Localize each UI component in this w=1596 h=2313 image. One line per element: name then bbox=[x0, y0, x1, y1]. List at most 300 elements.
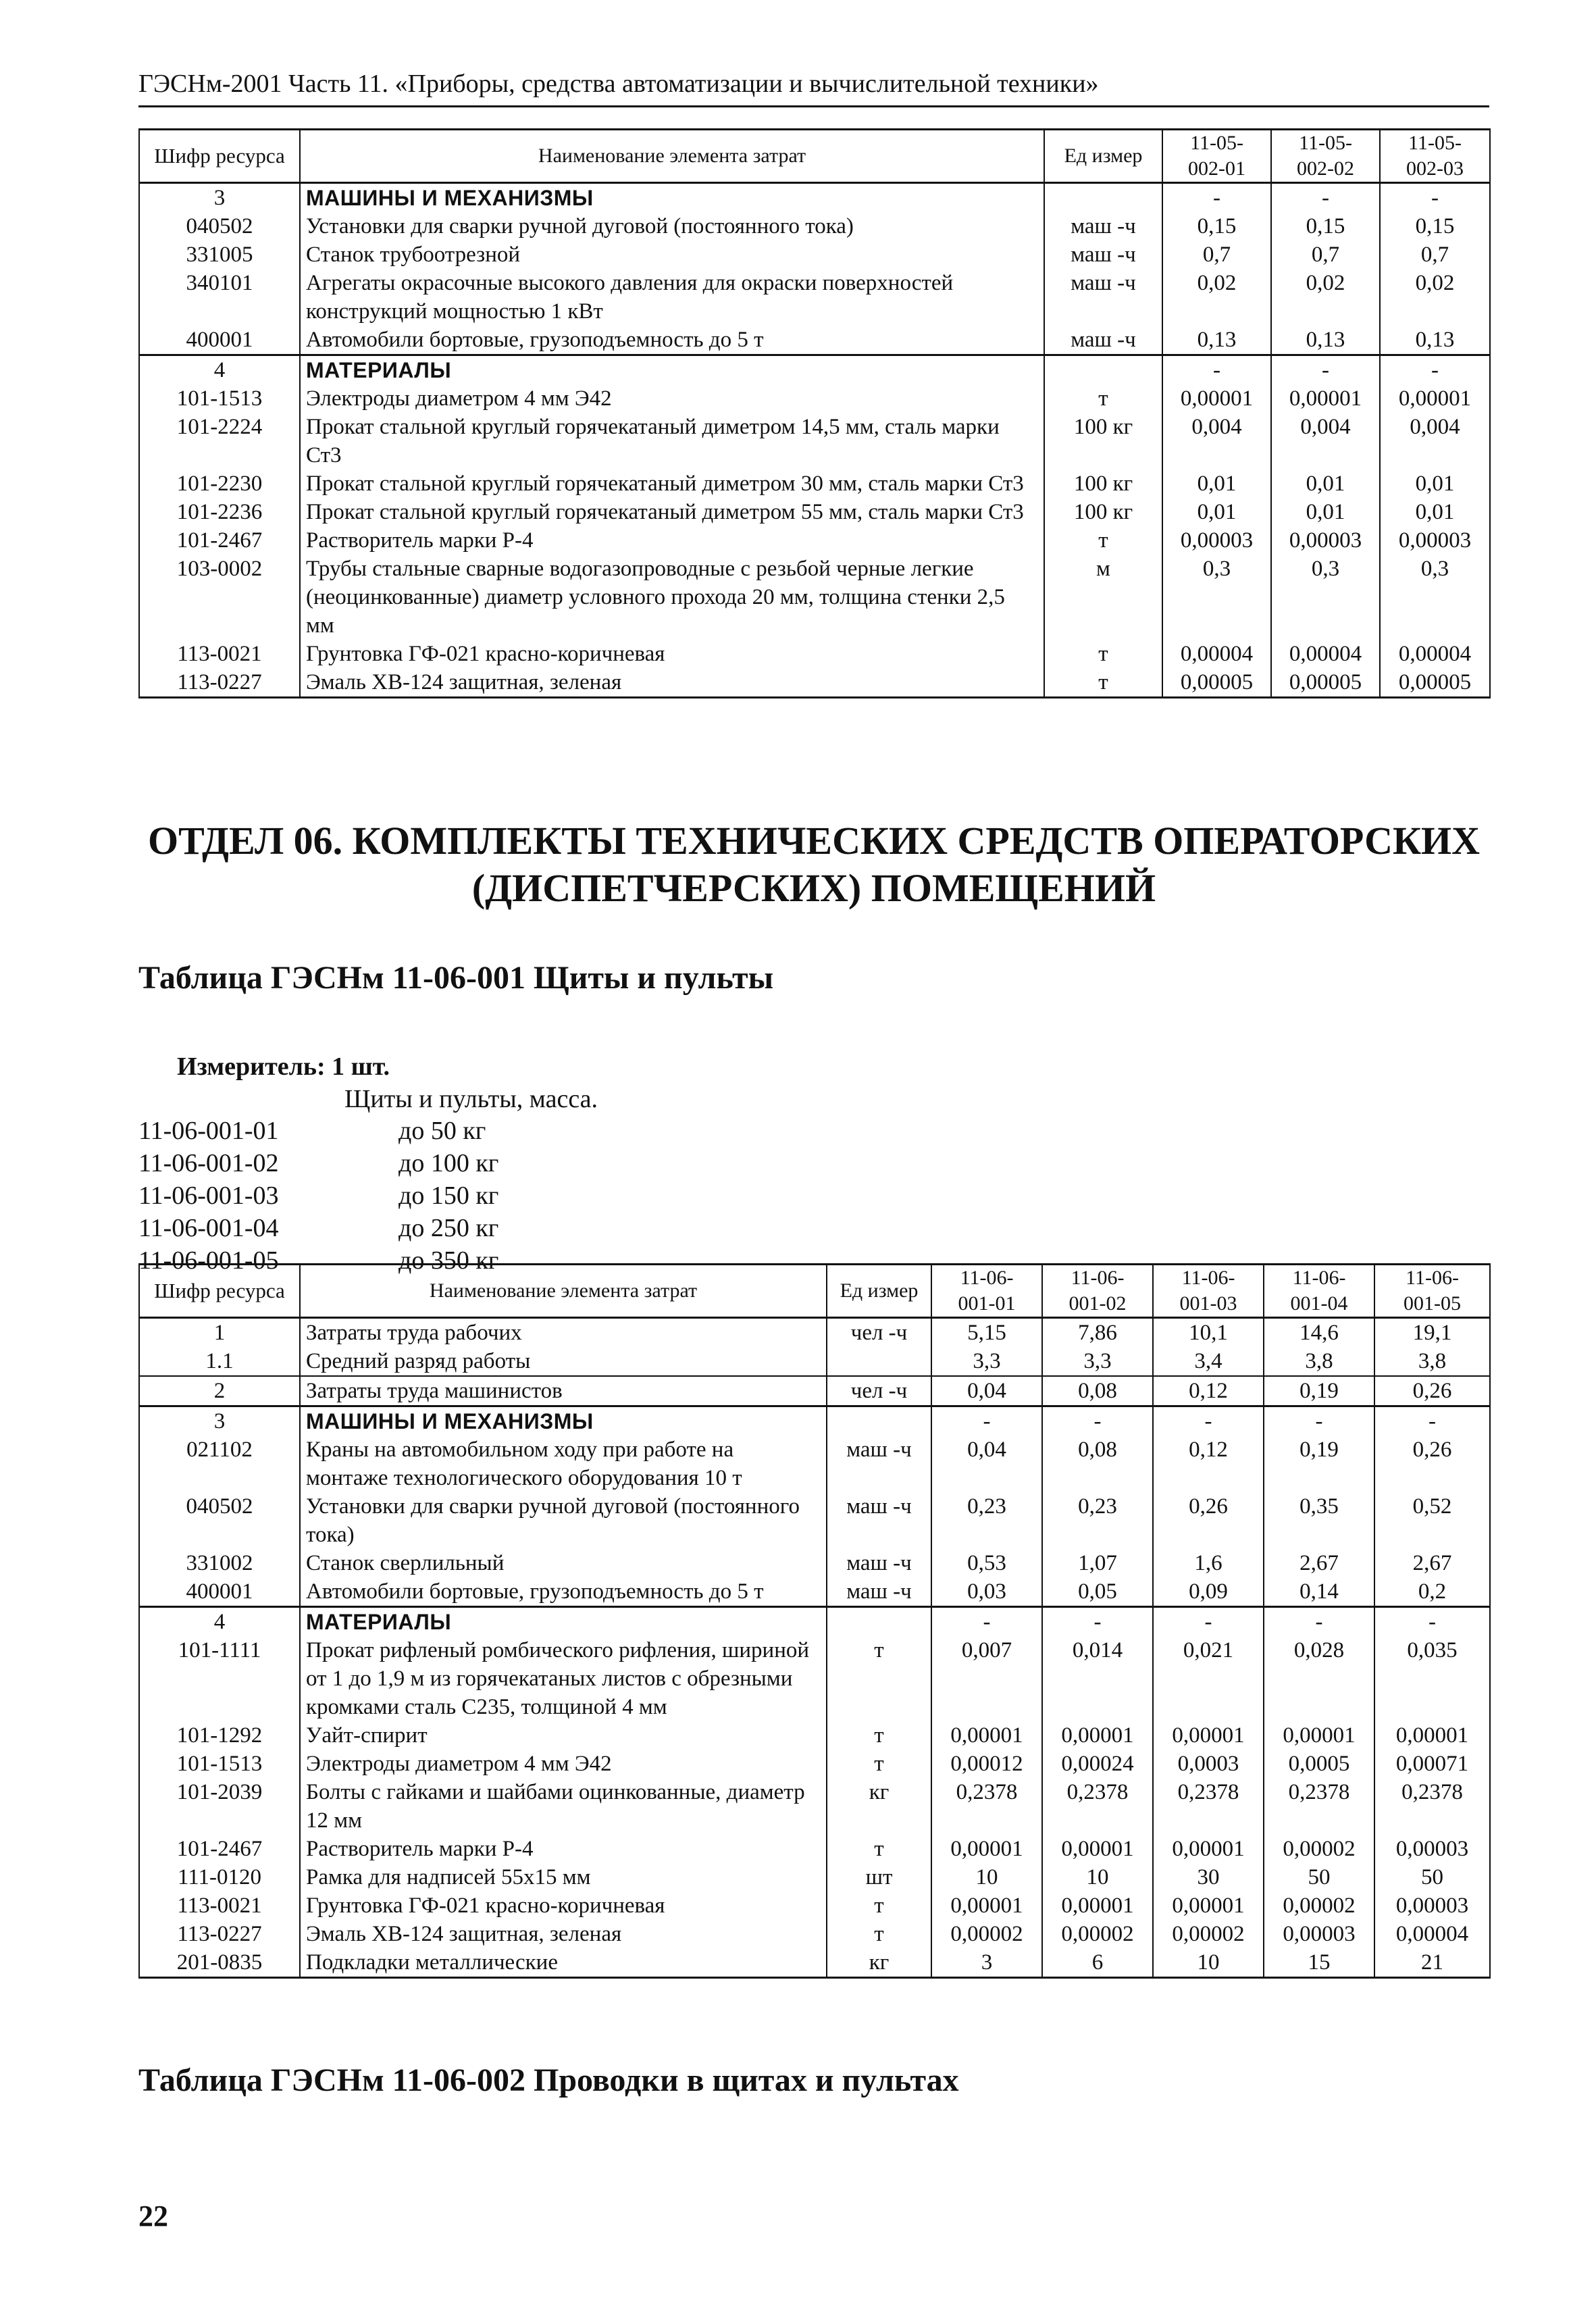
cell-value: - bbox=[1264, 1607, 1374, 1637]
table-row bbox=[139, 1347, 1490, 1376]
variant-mass: до 350 кг bbox=[398, 1246, 499, 1275]
header-col: 11-06- 001-05 bbox=[1374, 1265, 1490, 1318]
cell-name: МАШИНЫ И МЕХАНИЗМЫ bbox=[300, 1406, 827, 1436]
cell-value: 0,52 bbox=[1374, 1492, 1490, 1549]
cell-value: 0,01 bbox=[1380, 469, 1490, 498]
cell-value: 0,26 bbox=[1374, 1435, 1490, 1492]
cell-value: 0,007 bbox=[931, 1636, 1042, 1721]
cell-unit: маш -ч bbox=[1044, 212, 1162, 240]
table-row bbox=[139, 1721, 1490, 1750]
header-col: 11-06- 001-02 bbox=[1042, 1265, 1153, 1318]
cell-name: Автомобили бортовые, грузоподъемность до 5 т bbox=[300, 326, 1044, 355]
cell-unit: т bbox=[1044, 384, 1162, 413]
cell-name: Растворитель марки Р-4 bbox=[300, 526, 1044, 555]
section-title-line: ОТДЕЛ 06. КОМПЛЕКТЫ ТЕХНИЧЕСКИХ СРЕДСТВ ОПЕРАТОРСКИХ bbox=[147, 819, 1481, 863]
measure-subtitle: Щиты и пульты, масса. bbox=[344, 1085, 598, 1113]
cell-name: Прокат стальной круглый горячекатаный диметром 55 мм, сталь марки Ст3 bbox=[300, 498, 1044, 526]
section-title-line: (ДИСПЕТЧЕРСКИХ) ПОМЕЩЕНИЙ bbox=[471, 866, 1156, 910]
cell-value: 0,00005 bbox=[1380, 668, 1490, 698]
cell-value: 0,02 bbox=[1162, 269, 1271, 326]
cell-name: Установки для сварки ручной дуговой (постоянного тока) bbox=[300, 1492, 827, 1549]
table-row bbox=[139, 1750, 1490, 1778]
cell-value: - bbox=[1374, 1406, 1490, 1436]
cell-value: 0,00003 bbox=[1264, 1920, 1374, 1948]
cell-code: 331002 bbox=[139, 1549, 300, 1577]
cell-unit bbox=[827, 1406, 931, 1436]
cell-value: 0,7 bbox=[1162, 240, 1271, 269]
table-header-row bbox=[139, 1265, 1490, 1318]
cell-value: 0,09 bbox=[1153, 1577, 1264, 1607]
cell-code: 4 bbox=[139, 1607, 300, 1637]
cell-value: 0,00003 bbox=[1271, 526, 1380, 555]
cell-code: 101-1111 bbox=[139, 1636, 300, 1721]
cell-value: 3,8 bbox=[1374, 1347, 1490, 1376]
cell-name: Электроды диаметром 4 мм Э42 bbox=[300, 384, 1044, 413]
cell-value: 10 bbox=[1042, 1863, 1153, 1891]
cell-value: - bbox=[1162, 183, 1271, 213]
cell-value: 0,19 bbox=[1264, 1376, 1374, 1406]
cell-value: 0,12 bbox=[1153, 1376, 1264, 1406]
cell-value: 0,2378 bbox=[931, 1778, 1042, 1835]
cell-name: Агрегаты окрасочные высокого давления для окраски поверхностей конструкций мощностью 1 кВт bbox=[300, 269, 1044, 326]
cell-value: 0,00001 bbox=[1042, 1721, 1153, 1750]
cell-unit: т bbox=[827, 1636, 931, 1721]
table-row bbox=[139, 668, 1490, 698]
cell-value: 0,15 bbox=[1162, 212, 1271, 240]
table-row bbox=[139, 640, 1490, 668]
cell-value: 0,035 bbox=[1374, 1636, 1490, 1721]
table-caption: Таблица ГЭСНм 11-06-001 Щиты и пульты bbox=[138, 960, 774, 996]
cell-value: 0,00001 bbox=[1153, 1721, 1264, 1750]
cell-value: 0,00003 bbox=[1374, 1891, 1490, 1920]
running-header: ГЭСНм-2001 Часть 11. «Приборы, средства автоматизации и вычислительной техники» bbox=[138, 70, 1099, 98]
cell-value: 0,12 bbox=[1153, 1435, 1264, 1492]
cell-value: 0,02 bbox=[1380, 269, 1490, 326]
cell-value: 6 bbox=[1042, 1948, 1153, 1978]
cell-code: 340101 bbox=[139, 269, 300, 326]
cell-value: 0,00001 bbox=[1042, 1891, 1153, 1920]
table-row bbox=[139, 1492, 1490, 1549]
cell-value: - bbox=[1162, 355, 1271, 385]
cell-value: 0,13 bbox=[1162, 326, 1271, 355]
cell-name: Подкладки металлические bbox=[300, 1948, 827, 1978]
cell-unit: маш -ч bbox=[827, 1435, 931, 1492]
cell-value: 1,6 bbox=[1153, 1549, 1264, 1577]
cell-value: 19,1 bbox=[1374, 1318, 1490, 1348]
cell-value: 0,15 bbox=[1380, 212, 1490, 240]
cell-code: 101-2039 bbox=[139, 1778, 300, 1835]
header-code: Шифр ресурса bbox=[139, 130, 300, 183]
cell-value: 0,26 bbox=[1374, 1376, 1490, 1406]
cell-value: 0,004 bbox=[1162, 413, 1271, 469]
resource-table-11-05-002 bbox=[138, 128, 1491, 698]
cell-value: 0,00001 bbox=[931, 1835, 1042, 1863]
cell-value: - bbox=[1271, 355, 1380, 385]
cell-unit: маш -ч bbox=[1044, 326, 1162, 355]
cell-name: Электроды диаметром 4 мм Э42 bbox=[300, 1750, 827, 1778]
cell-value: 0,04 bbox=[931, 1435, 1042, 1492]
cell-value: 0,0005 bbox=[1264, 1750, 1374, 1778]
header-col: 11-06- 001-04 bbox=[1264, 1265, 1374, 1318]
cell-value: 0,00001 bbox=[1153, 1891, 1264, 1920]
cell-value: 0,01 bbox=[1162, 498, 1271, 526]
cell-value: 0,02 bbox=[1271, 269, 1380, 326]
cell-value: 2,67 bbox=[1374, 1549, 1490, 1577]
cell-value: 0,00002 bbox=[931, 1920, 1042, 1948]
cell-value: - bbox=[1153, 1607, 1264, 1637]
variant-mass: до 50 кг bbox=[398, 1117, 486, 1145]
cell-value: - bbox=[931, 1607, 1042, 1637]
cell-name: МАТЕРИАЛЫ bbox=[300, 1607, 827, 1637]
cell-value: 2,67 bbox=[1264, 1549, 1374, 1577]
table-row bbox=[139, 1835, 1490, 1863]
cell-value: 0,00001 bbox=[1271, 384, 1380, 413]
table-row bbox=[139, 269, 1490, 326]
cell-value: 0,3 bbox=[1380, 555, 1490, 640]
cell-value: 0,00001 bbox=[1264, 1721, 1374, 1750]
variant-code: 11-06-001-01 bbox=[138, 1117, 279, 1145]
section-row bbox=[139, 1406, 1490, 1436]
table-row bbox=[139, 555, 1490, 640]
cell-name: Трубы стальные сварные водогазопроводные с резьбой черные легкие (неоцинкованные) диаметр условного прохода 20 мм, толщина стенки 2,5 мм bbox=[300, 555, 1044, 640]
cell-value: 5,15 bbox=[931, 1318, 1042, 1348]
cell-value: 0,15 bbox=[1271, 212, 1380, 240]
header-col: 11-05- 002-03 bbox=[1380, 130, 1490, 183]
cell-value: 0,00005 bbox=[1162, 668, 1271, 698]
cell-value: 0,2378 bbox=[1153, 1778, 1264, 1835]
cell-unit bbox=[827, 1607, 931, 1637]
cell-code: 1 bbox=[139, 1318, 300, 1348]
cell-code: 101-2467 bbox=[139, 1835, 300, 1863]
variant-mass: до 150 кг bbox=[398, 1181, 499, 1210]
cell-code: 101-1292 bbox=[139, 1721, 300, 1750]
cell-value: 0,53 bbox=[931, 1549, 1042, 1577]
cell-code: 113-0227 bbox=[139, 668, 300, 698]
cell-value: 0,05 bbox=[1042, 1577, 1153, 1607]
table-body bbox=[139, 183, 1490, 698]
cell-value: 0,03 bbox=[931, 1577, 1042, 1607]
cell-value: 0,00004 bbox=[1271, 640, 1380, 668]
cell-code: 113-0021 bbox=[139, 1891, 300, 1920]
cell-value: 0,00024 bbox=[1042, 1750, 1153, 1778]
resource-table-11-06-001 bbox=[138, 1263, 1491, 1979]
cell-value: 0,00005 bbox=[1271, 668, 1380, 698]
cell-value: 3,3 bbox=[931, 1347, 1042, 1376]
cell-value: - bbox=[1264, 1406, 1374, 1436]
table-row bbox=[139, 1863, 1490, 1891]
cell-value: 3 bbox=[931, 1948, 1042, 1978]
cell-value: - bbox=[1374, 1607, 1490, 1637]
cell-name: Эмаль ХВ-124 защитная, зеленая bbox=[300, 1920, 827, 1948]
header-name: Наименование элемента затрат bbox=[300, 130, 1044, 183]
cell-code: 101-2224 bbox=[139, 413, 300, 469]
cell-unit bbox=[1044, 355, 1162, 385]
cell-unit: м bbox=[1044, 555, 1162, 640]
cell-value: 10 bbox=[931, 1863, 1042, 1891]
header-col: 11-06- 001-01 bbox=[931, 1265, 1042, 1318]
cell-value: 0,7 bbox=[1380, 240, 1490, 269]
table-row bbox=[139, 1549, 1490, 1577]
cell-value: 0,2 bbox=[1374, 1577, 1490, 1607]
cell-unit: шт bbox=[827, 1863, 931, 1891]
cell-value: 0,04 bbox=[931, 1376, 1042, 1406]
cell-code: 2 bbox=[139, 1376, 300, 1406]
cell-value: 0,2378 bbox=[1042, 1778, 1153, 1835]
section-title bbox=[138, 817, 1489, 912]
cell-value: 0,08 bbox=[1042, 1435, 1153, 1492]
table-row bbox=[139, 498, 1490, 526]
cell-value: - bbox=[931, 1406, 1042, 1436]
cell-unit: т bbox=[827, 1835, 931, 1863]
cell-code: 201-0835 bbox=[139, 1948, 300, 1978]
cell-value: 0,00002 bbox=[1264, 1835, 1374, 1863]
cell-name: Прокат рифленый ромбического рифления, шириной от 1 до 1,9 м из горячекатаных листов с обрезными кромками сталь С235, толщиной 4 мм bbox=[300, 1636, 827, 1721]
header-code: Шифр ресурса bbox=[139, 1265, 300, 1318]
cell-unit: 100 кг bbox=[1044, 413, 1162, 469]
cell-name: Эмаль ХВ-124 защитная, зеленая bbox=[300, 668, 1044, 698]
cell-unit: т bbox=[1044, 526, 1162, 555]
variant-code: 11-06-001-03 bbox=[138, 1181, 279, 1210]
cell-name: Болты с гайками и шайбами оцинкованные, диаметр 12 мм bbox=[300, 1778, 827, 1835]
cell-value: 0,00003 bbox=[1380, 526, 1490, 555]
cell-value: 1,07 bbox=[1042, 1549, 1153, 1577]
cell-name: Краны на автомобильном ходу при работе на монтаже технологического оборудования 10 т bbox=[300, 1435, 827, 1492]
cell-unit: маш -ч bbox=[1044, 269, 1162, 326]
cell-value: 0,00003 bbox=[1162, 526, 1271, 555]
header-col: 11-05- 002-02 bbox=[1271, 130, 1380, 183]
table-row bbox=[139, 212, 1490, 240]
cell-value: 0,13 bbox=[1380, 326, 1490, 355]
cell-unit: маш -ч bbox=[827, 1577, 931, 1607]
cell-value: 0,00001 bbox=[931, 1891, 1042, 1920]
cell-value: 15 bbox=[1264, 1948, 1374, 1978]
cell-unit: т bbox=[1044, 640, 1162, 668]
cell-value: 3,4 bbox=[1153, 1347, 1264, 1376]
cell-value: 0,021 bbox=[1153, 1636, 1264, 1721]
cell-name: Грунтовка ГФ-021 красно-коричневая bbox=[300, 640, 1044, 668]
cell-name: Станок трубоотрезной bbox=[300, 240, 1044, 269]
header-rule bbox=[138, 105, 1489, 107]
cell-code: 1.1 bbox=[139, 1347, 300, 1376]
cell-value: 7,86 bbox=[1042, 1318, 1153, 1348]
variant-code: 11-06-001-04 bbox=[138, 1214, 279, 1242]
cell-code: 021102 bbox=[139, 1435, 300, 1492]
cell-value: 0,00012 bbox=[931, 1750, 1042, 1778]
cell-value: 10,1 bbox=[1153, 1318, 1264, 1348]
cell-value: 0,004 bbox=[1380, 413, 1490, 469]
cell-value: 0,01 bbox=[1380, 498, 1490, 526]
cell-value: 0,08 bbox=[1042, 1376, 1153, 1406]
cell-name: Прокат стальной круглый горячекатаный диметром 30 мм, сталь марки Ст3 bbox=[300, 469, 1044, 498]
table-row bbox=[139, 526, 1490, 555]
cell-unit: т bbox=[827, 1721, 931, 1750]
cell-value: 0,00001 bbox=[1153, 1835, 1264, 1863]
cell-value: 0,01 bbox=[1271, 469, 1380, 498]
cell-unit: т bbox=[1044, 668, 1162, 698]
cell-name: Затраты труда рабочих bbox=[300, 1318, 827, 1348]
header-unit: Ед измер bbox=[827, 1265, 931, 1318]
table-row bbox=[139, 1778, 1490, 1835]
cell-code: 113-0021 bbox=[139, 640, 300, 668]
variant-code: 11-06-001-02 bbox=[138, 1149, 279, 1177]
variant-mass: до 100 кг bbox=[398, 1149, 499, 1177]
table-row bbox=[139, 1318, 1490, 1348]
cell-unit: кг bbox=[827, 1778, 931, 1835]
cell-value: 0,00004 bbox=[1380, 640, 1490, 668]
cell-name: Станок сверлильный bbox=[300, 1549, 827, 1577]
table-row bbox=[139, 326, 1490, 355]
cell-value: 3,8 bbox=[1264, 1347, 1374, 1376]
table-row bbox=[139, 1636, 1490, 1721]
cell-unit: т bbox=[827, 1891, 931, 1920]
section-row bbox=[139, 183, 1490, 213]
cell-unit: кг bbox=[827, 1948, 931, 1978]
measure-line bbox=[177, 1050, 390, 1083]
cell-name: Уайт-спирит bbox=[300, 1721, 827, 1750]
cell-unit: 100 кг bbox=[1044, 498, 1162, 526]
cell-unit bbox=[1044, 183, 1162, 213]
cell-name: Автомобили бортовые, грузоподъемность до 5 т bbox=[300, 1577, 827, 1607]
cell-value: - bbox=[1042, 1607, 1153, 1637]
table-row bbox=[139, 1577, 1490, 1607]
cell-code: 040502 bbox=[139, 212, 300, 240]
cell-unit: т bbox=[827, 1920, 931, 1948]
table-header-row bbox=[139, 130, 1490, 183]
cell-value: 0,23 bbox=[931, 1492, 1042, 1549]
cell-value: 0,00004 bbox=[1162, 640, 1271, 668]
table-body bbox=[139, 1318, 1490, 1978]
cell-unit: чел -ч bbox=[827, 1318, 931, 1348]
cell-value: 0,14 bbox=[1264, 1577, 1374, 1607]
cell-name: Средний разряд работы bbox=[300, 1347, 827, 1376]
cell-code: 040502 bbox=[139, 1492, 300, 1549]
cell-value: 50 bbox=[1374, 1863, 1490, 1891]
cell-value: 0,26 bbox=[1153, 1492, 1264, 1549]
cell-unit: маш -ч bbox=[827, 1492, 931, 1549]
cell-value: 0,028 bbox=[1264, 1636, 1374, 1721]
cell-value: 0,01 bbox=[1162, 469, 1271, 498]
cell-value: 0,2378 bbox=[1264, 1778, 1374, 1835]
measure-label: Измеритель: bbox=[177, 1052, 326, 1081]
header-col: 11-06- 001-03 bbox=[1153, 1265, 1264, 1318]
cell-value: 0,00001 bbox=[1042, 1835, 1153, 1863]
section-row bbox=[139, 355, 1490, 385]
cell-code: 101-1513 bbox=[139, 1750, 300, 1778]
cell-value: 0,19 bbox=[1264, 1435, 1374, 1492]
cell-value: 0,00001 bbox=[1380, 384, 1490, 413]
cell-value: 0,00001 bbox=[1374, 1721, 1490, 1750]
cell-value: - bbox=[1380, 183, 1490, 213]
cell-unit: чел -ч bbox=[827, 1376, 931, 1406]
cell-code: 101-2230 bbox=[139, 469, 300, 498]
cell-code: 400001 bbox=[139, 1577, 300, 1607]
cell-code: 3 bbox=[139, 1406, 300, 1436]
table-row bbox=[139, 240, 1490, 269]
cell-value: 50 bbox=[1264, 1863, 1374, 1891]
cell-name: Прокат стальной круглый горячекатаный диметром 14,5 мм, сталь марки Ст3 bbox=[300, 413, 1044, 469]
cell-code: 101-1513 bbox=[139, 384, 300, 413]
cell-code: 101-2236 bbox=[139, 498, 300, 526]
cell-code: 111-0120 bbox=[139, 1863, 300, 1891]
table-caption: Таблица ГЭСНм 11-06-002 Проводки в щитах и пультах bbox=[138, 2062, 959, 2098]
cell-code: 103-0002 bbox=[139, 555, 300, 640]
cell-value: 0,004 bbox=[1271, 413, 1380, 469]
cell-value: 10 bbox=[1153, 1948, 1264, 1978]
cell-code: 400001 bbox=[139, 326, 300, 355]
cell-value: - bbox=[1153, 1406, 1264, 1436]
cell-value: - bbox=[1042, 1406, 1153, 1436]
cell-code: 113-0227 bbox=[139, 1920, 300, 1948]
cell-value: 0,0003 bbox=[1153, 1750, 1264, 1778]
measure-value: 1 шт. bbox=[332, 1052, 390, 1081]
cell-unit bbox=[827, 1347, 931, 1376]
table-row bbox=[139, 1891, 1490, 1920]
cell-name: Растворитель марки Р-4 bbox=[300, 1835, 827, 1863]
cell-value: 0,3 bbox=[1271, 555, 1380, 640]
cell-name: Установки для сварки ручной дуговой (постоянного тока) bbox=[300, 212, 1044, 240]
table-row bbox=[139, 413, 1490, 469]
cell-unit: маш -ч bbox=[1044, 240, 1162, 269]
cell-value: 0,00002 bbox=[1264, 1891, 1374, 1920]
cell-value: 0,00002 bbox=[1153, 1920, 1264, 1948]
cell-code: 331005 bbox=[139, 240, 300, 269]
table-row bbox=[139, 384, 1490, 413]
cell-value: 0,35 bbox=[1264, 1492, 1374, 1549]
cell-value: 14,6 bbox=[1264, 1318, 1374, 1348]
cell-unit: т bbox=[827, 1750, 931, 1778]
cell-value: 21 bbox=[1374, 1948, 1490, 1978]
cell-value: 3,3 bbox=[1042, 1347, 1153, 1376]
variant-code: 11-06-001-05 bbox=[138, 1246, 279, 1275]
cell-value: 0,7 bbox=[1271, 240, 1380, 269]
table-row bbox=[139, 1920, 1490, 1948]
header-name: Наименование элемента затрат bbox=[300, 1265, 827, 1318]
cell-value: - bbox=[1380, 355, 1490, 385]
cell-value: 0,00003 bbox=[1374, 1835, 1490, 1863]
cell-value: 0,00071 bbox=[1374, 1750, 1490, 1778]
table-row bbox=[139, 1435, 1490, 1492]
table-row bbox=[139, 469, 1490, 498]
cell-value: - bbox=[1271, 183, 1380, 213]
cell-name: МАШИНЫ И МЕХАНИЗМЫ bbox=[300, 183, 1044, 213]
cell-name: МАТЕРИАЛЫ bbox=[300, 355, 1044, 385]
cell-name: Рамка для надписей 55х15 мм bbox=[300, 1863, 827, 1891]
cell-value: 0,00002 bbox=[1042, 1920, 1153, 1948]
cell-value: 0,2378 bbox=[1374, 1778, 1490, 1835]
section-row bbox=[139, 1607, 1490, 1637]
cell-value: 0,23 bbox=[1042, 1492, 1153, 1549]
cell-name: Затраты труда машинистов bbox=[300, 1376, 827, 1406]
cell-value: 0,00001 bbox=[931, 1721, 1042, 1750]
cell-value: 0,00004 bbox=[1374, 1920, 1490, 1948]
cell-code: 3 bbox=[139, 183, 300, 213]
cell-value: 0,00001 bbox=[1162, 384, 1271, 413]
cell-unit: маш -ч bbox=[827, 1549, 931, 1577]
cell-code: 4 bbox=[139, 355, 300, 385]
cell-value: 0,3 bbox=[1162, 555, 1271, 640]
cell-name: Грунтовка ГФ-021 красно-коричневая bbox=[300, 1891, 827, 1920]
cell-code: 101-2467 bbox=[139, 526, 300, 555]
cell-value: 30 bbox=[1153, 1863, 1264, 1891]
cell-value: 0,014 bbox=[1042, 1636, 1153, 1721]
cell-unit: 100 кг bbox=[1044, 469, 1162, 498]
page-number: 22 bbox=[138, 2200, 168, 2233]
table-row bbox=[139, 1376, 1490, 1406]
cell-value: 0,13 bbox=[1271, 326, 1380, 355]
header-col: 11-05- 002-01 bbox=[1162, 130, 1271, 183]
header-unit: Ед измер bbox=[1044, 130, 1162, 183]
table-row bbox=[139, 1948, 1490, 1978]
